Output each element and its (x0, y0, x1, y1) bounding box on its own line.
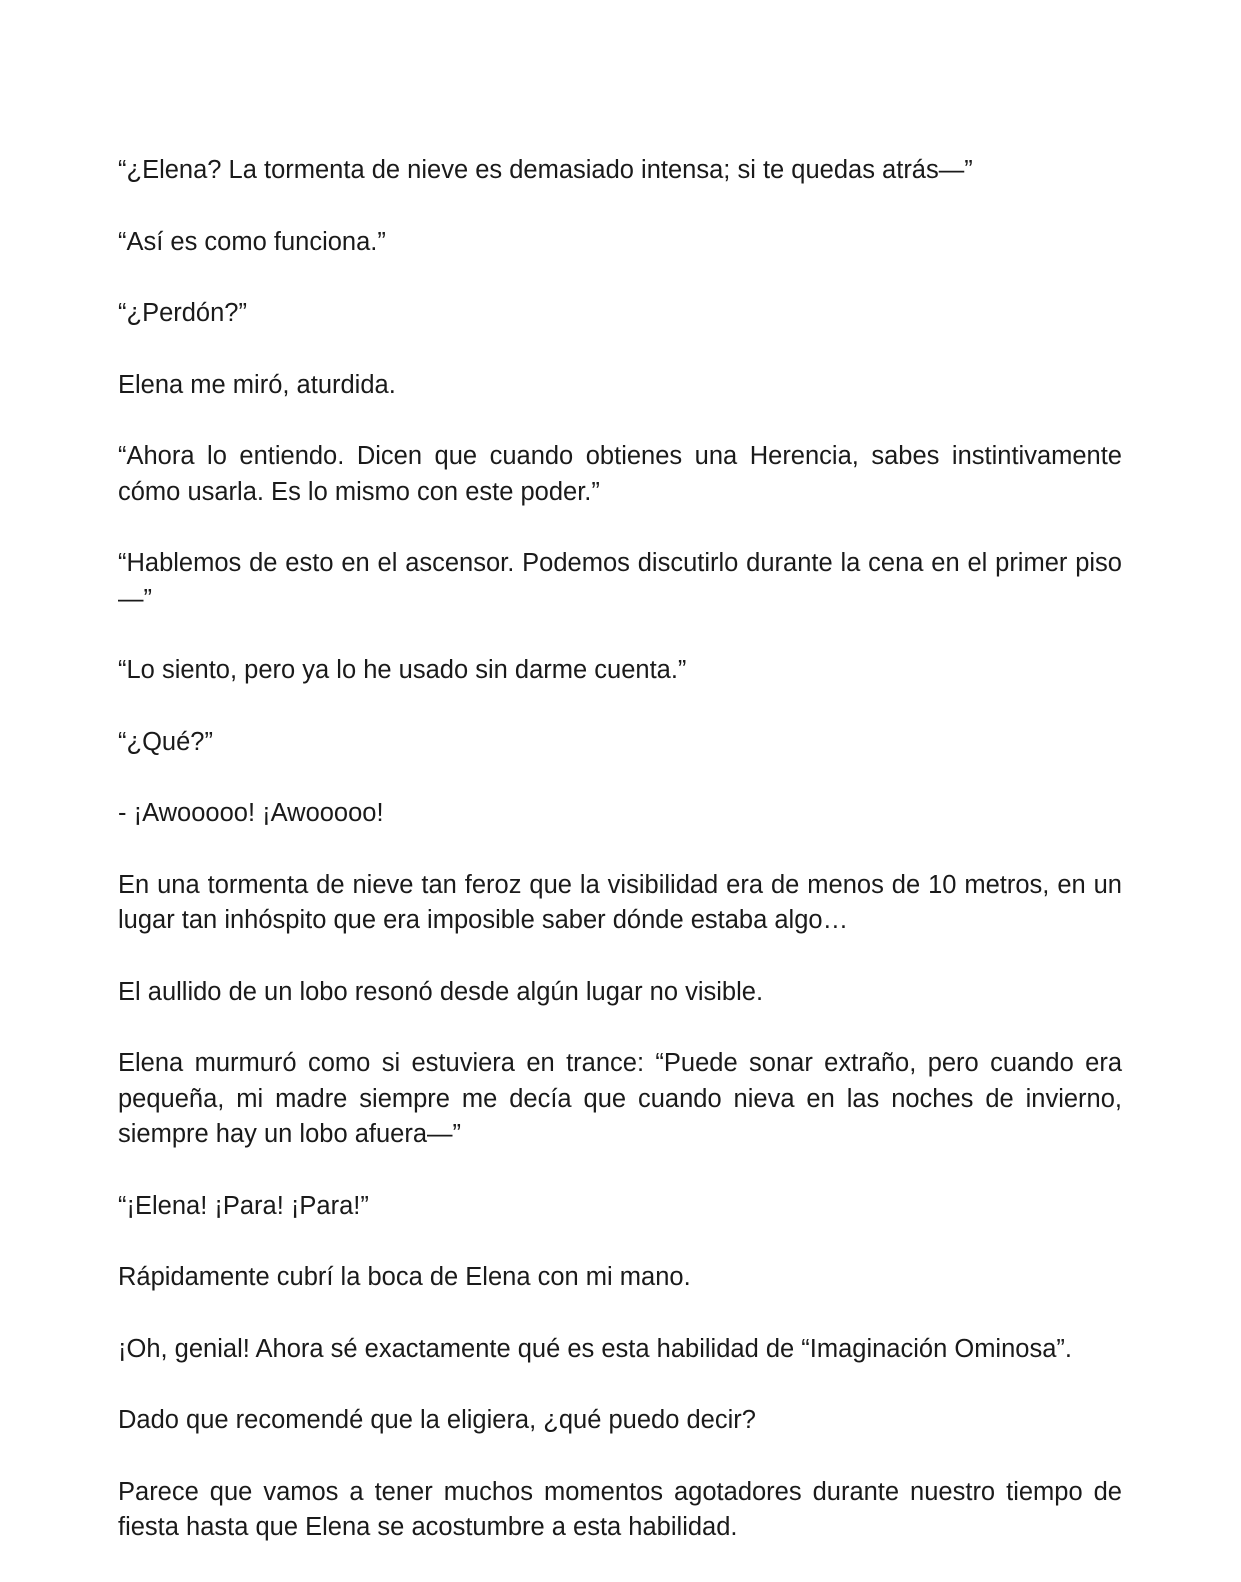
paragraph: “¿Elena? La tormenta de nieve es demasiado intensa; si te quedas atrás—” (118, 156, 973, 184)
paragraph: “¿Qué?” (118, 727, 213, 756)
paragraph: Parece que vamos a tener muchos momentos agotadores durante nuestro tiempo de fiesta hasta que Elena se acostumbre a esta habilidad. (118, 1477, 1122, 1541)
paragraph: “Ahora lo entiendo. Dicen que cuando obtienes una Herencia, sabes instintivamente cómo usarla. Es lo mismo con este poder.” (118, 442, 1122, 506)
paragraph: En una tormenta de nieve tan feroz que la visibilidad era de menos de 10 metros, en un lugar tan inhóspito que era imposible saber dónde estaba algo… (118, 870, 1122, 934)
paragraph: “Lo siento, pero ya lo he usado sin darme cuenta.” (118, 656, 687, 684)
paragraph: “Así es como funciona.” (118, 227, 386, 256)
paragraph: “Hablemos de esto en el ascensor. Podemos discutirlo durante la cena en el primer piso—” (118, 549, 1122, 613)
paragraph: “¿Perdón?” (118, 299, 247, 327)
document-page (118, 153, 1122, 1582)
paragraph: - ¡Awooooo! ¡Awooooo! (118, 799, 384, 827)
paragraph: ¡Oh, genial! Ahora sé exactamente qué es esta habilidad de “Imaginación Ominosa”. (118, 1334, 1072, 1363)
paragraph: El aullido de un lobo resonó desde algún lugar no visible. (118, 977, 764, 1006)
paragraph: Dado que recomendé que la eligiera, ¿qué puedo decir? (118, 1406, 756, 1434)
paragraph: Rápidamente cubrí la boca de Elena con mi mano. (118, 1263, 691, 1291)
paragraph: “¡Elena! ¡Para! ¡Para!” (118, 1191, 369, 1220)
paragraph: Elena me miró, aturdida. (118, 370, 396, 399)
paragraph: Elena murmuró como si estuviera en trance: “Puede sonar extraño, pero cuando era pequeña, mi madre siempre me decía que cuando nieva en las noches de invierno, siempre hay un lobo afuera—” (118, 1049, 1122, 1148)
